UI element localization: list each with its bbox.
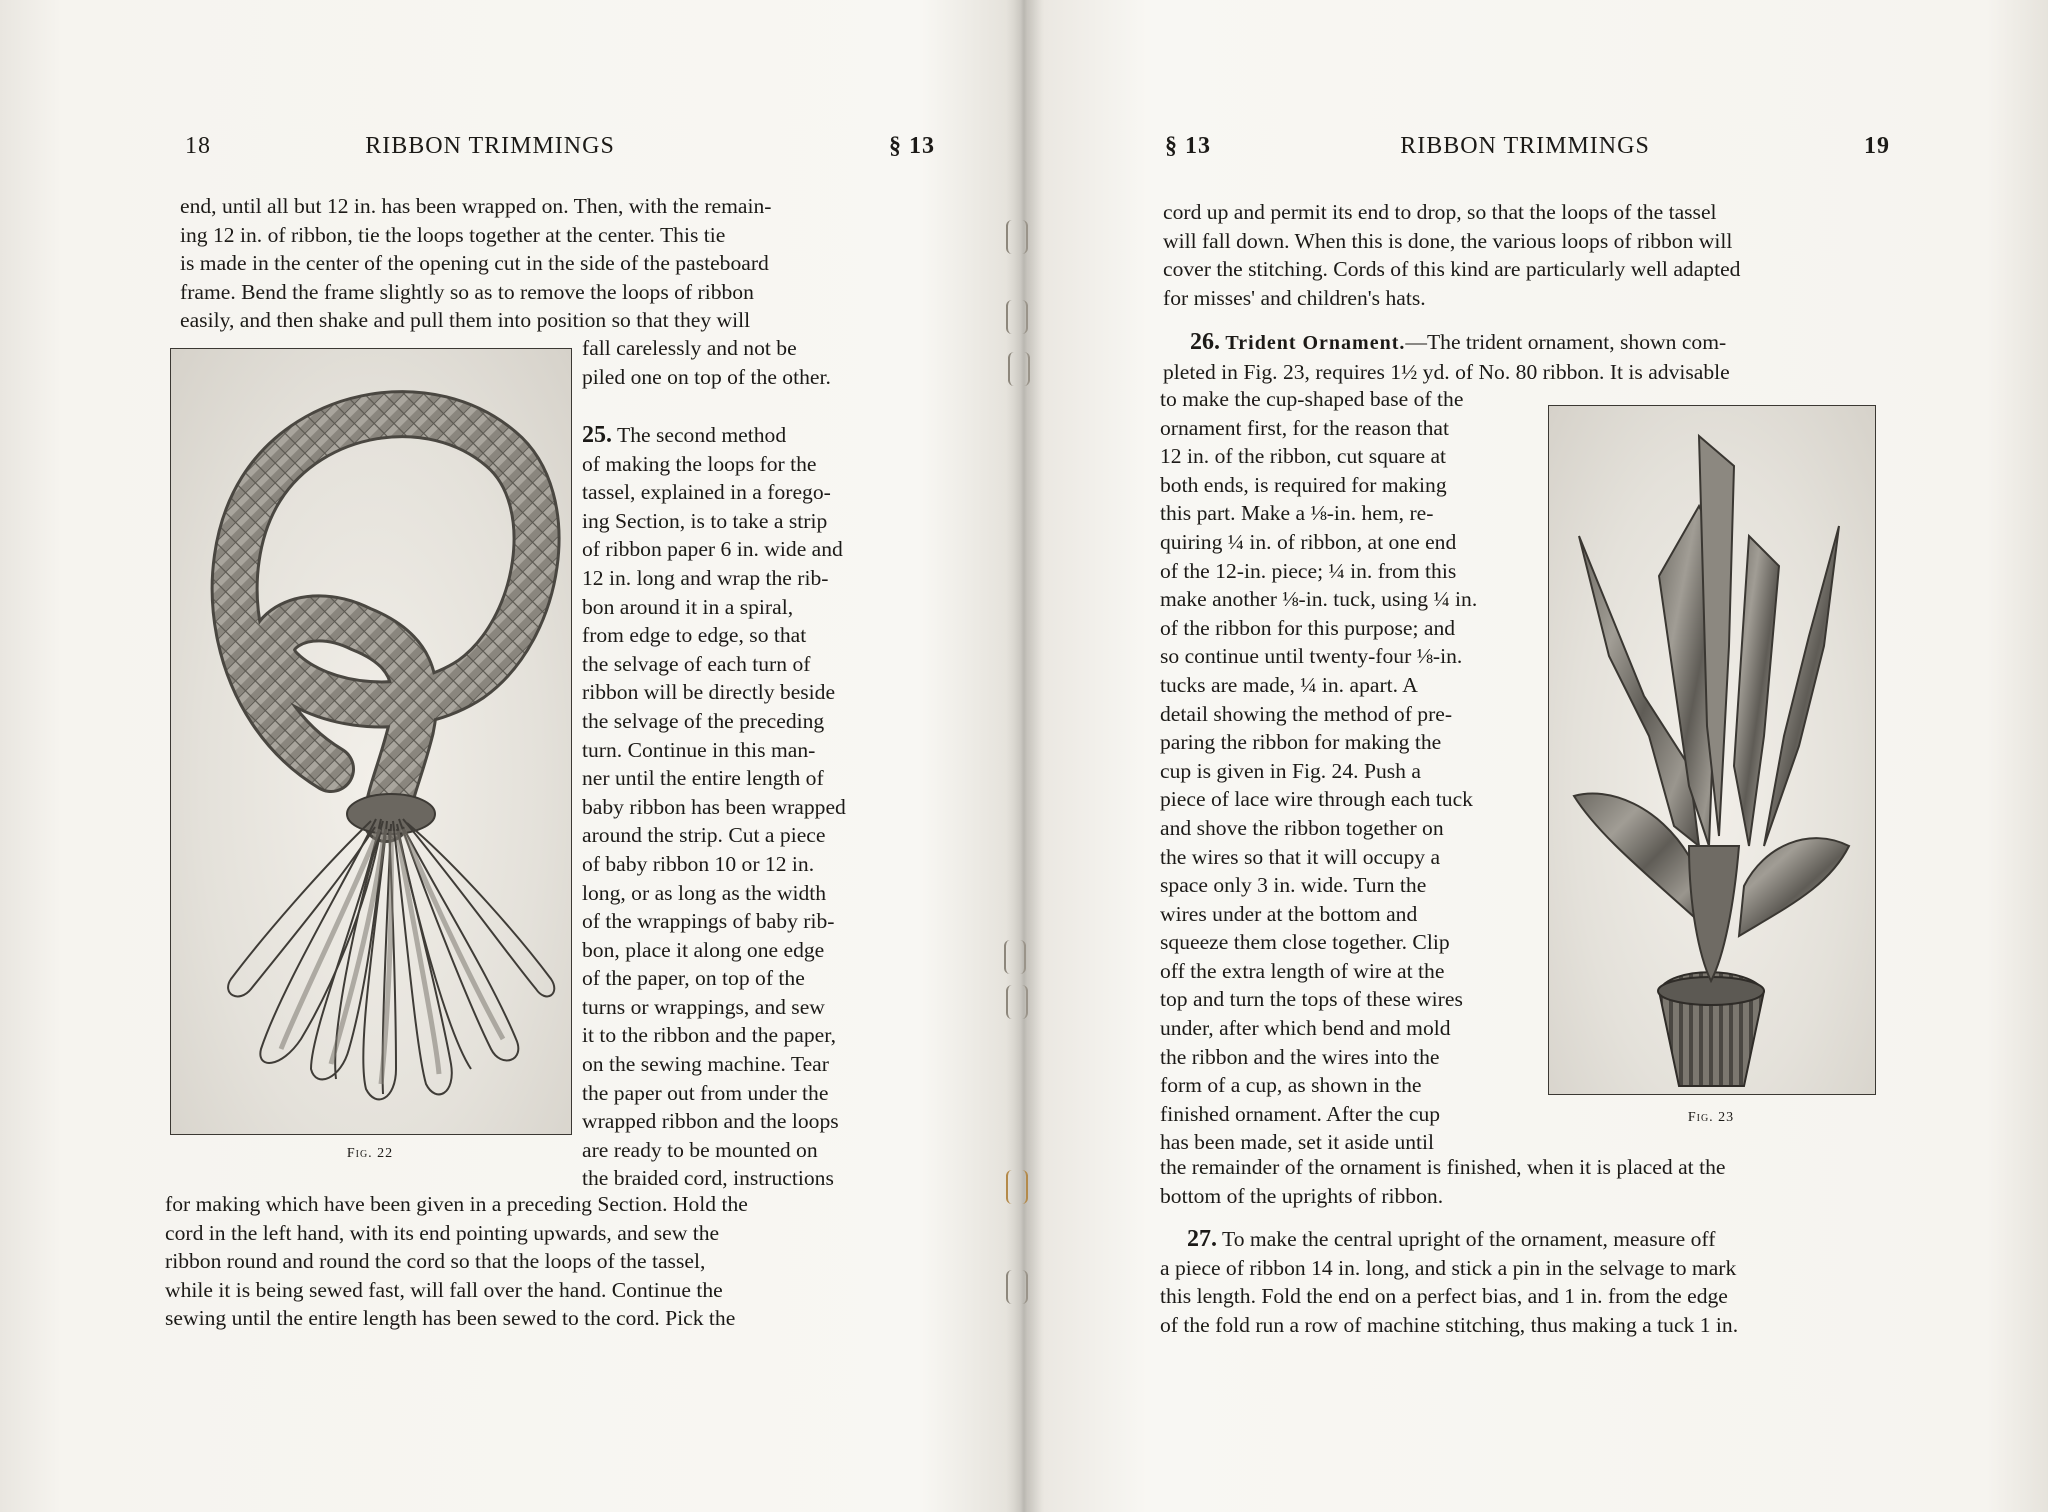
text-line: of making the loops for the: [582, 451, 817, 476]
paragraph-number: 26.: [1190, 329, 1220, 355]
text-line: ribbon will be directly beside: [582, 680, 836, 705]
right-ribbon-fold: [1739, 838, 1849, 936]
text-line: wrapped ribbon and the loops: [582, 1109, 839, 1134]
text-line: are ready to be mounted on: [582, 1137, 818, 1162]
text-line: the selvage of each turn of: [582, 651, 811, 676]
binding-stitch: [1006, 300, 1028, 334]
binding-stitch: [1006, 1170, 1028, 1204]
text-line: ribbon round and round the cord so that the loops of the tassel,: [165, 1249, 706, 1274]
running-title: RIBBON TRIMMINGS: [365, 133, 615, 159]
text-line: baby ribbon has been wrapped: [582, 794, 846, 819]
text-line: bon around it in a spiral,: [582, 594, 794, 619]
binding-stitch: [1006, 1270, 1028, 1304]
text-line: cup is given in Fig. 24. Push a: [1160, 758, 1421, 783]
paragraph-26-head: [1163, 328, 1875, 386]
left-page: [160, 0, 935, 1512]
figure-22-braided-cord-tassel: [170, 348, 572, 1135]
running-head: [1155, 133, 1890, 173]
text-line: fall carelessly and not be: [582, 336, 797, 360]
text-line: [582, 421, 895, 450]
text-line: make another ⅛-in. tuck, using ¼ in.: [1160, 587, 1478, 612]
text-line: of ribbon paper 6 in. wide and: [582, 537, 843, 562]
text-line: sewing until the entire length has been sewed to the cord. Pick the: [165, 1306, 736, 1331]
binding-stitch: [1004, 940, 1026, 974]
text-line: and shove the ribbon together on: [1160, 815, 1444, 840]
text-line: easily, and then shake and pull them into position so that they will: [180, 308, 751, 333]
paragraph-25: [582, 421, 895, 1193]
text-line: on the sewing machine. Tear: [582, 1052, 829, 1077]
text-line: will fall down. When this is done, the various loops of ribbon will: [1163, 228, 1733, 253]
text-line: form of a cup, as shown in the: [1160, 1073, 1422, 1098]
text-line: the remainder of the ornament is finished, when it is placed at the: [1160, 1155, 1726, 1179]
paragraph-26-side-text: [1160, 385, 1532, 1157]
text-line: detail showing the method of pre-: [1160, 701, 1453, 726]
text-line: 12 in. of the ribbon, cut square at: [1160, 444, 1447, 469]
text-line: cord in the left hand, with its end pointing upwards, and sew the: [165, 1220, 720, 1245]
text-line: the ribbon and the wires into the: [1160, 1044, 1440, 1069]
text-fragment: —The trident ornament, shown com-: [1405, 330, 1727, 354]
text-line: top and turn the tops of these wires: [1160, 987, 1463, 1012]
text-line: the paper out from under the: [582, 1080, 829, 1105]
text-line: a piece of ribbon 14 in. long, and stick a pin in the selvage to mark: [1160, 1255, 1737, 1280]
text-line: ornament first, for the reason that: [1160, 415, 1450, 440]
braided-cord-illustration: [171, 349, 571, 1134]
text-line: the selvage of the preceding: [582, 708, 825, 733]
paragraph-24-side-text: [582, 334, 895, 391]
text-line: of the 12-in. piece; ¼ in. from this: [1160, 558, 1457, 583]
text-line: so continue until twenty-four ⅛-in.: [1160, 644, 1463, 669]
text-line: to make the cup-shaped base of the: [1160, 387, 1464, 411]
trident-ornament-illustration: [1549, 406, 1875, 1094]
text-fragment: To make the central upright of the ornament, measure off: [1222, 1227, 1716, 1251]
text-line: bon, place it along one edge: [582, 937, 825, 962]
text-line: of the fold run a row of machine stitching, thus making a tuck 1 in.: [1160, 1312, 1739, 1337]
text-line: [1160, 1225, 1875, 1254]
text-line: has been made, set it aside until: [1160, 1130, 1435, 1155]
page-number: 18: [185, 133, 211, 159]
text-line: end, until all but 12 in. has been wrapped on. Then, with the remain-: [180, 194, 772, 218]
text-line: this length. Fold the end on a perfect bias, and 1 in. from the edge: [1160, 1284, 1728, 1309]
right-page: [1155, 0, 1890, 1512]
figure-22-caption: Fig. 22: [346, 1146, 394, 1161]
binding-stitch: [1008, 352, 1030, 386]
text-line: cord up and permit its end to drop, so that the loops of the tassel: [1163, 200, 1717, 224]
binding-stitch: [1006, 985, 1028, 1019]
text-line: turns or wrappings, and sew: [582, 994, 825, 1019]
figure-23-caption: Fig. 23: [1687, 1110, 1735, 1125]
text-line: the wires so that it will occupy a: [1160, 844, 1441, 869]
text-line: under, after which bend and mold: [1160, 1016, 1451, 1041]
text-line: [1163, 328, 1875, 358]
text-line: quiring ¼ in. of ribbon, at one end: [1160, 529, 1457, 554]
ribbon-stem: [1689, 846, 1739, 981]
paragraph-24-continuation: [180, 192, 895, 335]
text-line: frame. Bend the frame slightly so as to remove the loops of ribbon: [180, 279, 754, 304]
text-line: this part. Make a ⅛-in. hem, re-: [1160, 501, 1434, 526]
text-line: of baby ribbon 10 or 12 in.: [582, 851, 815, 876]
text-line: the braided cord, instructions: [582, 1166, 834, 1191]
text-line: finished ornament. After the cup: [1160, 1101, 1441, 1126]
text-line: ner until the entire length of: [582, 766, 824, 791]
text-line: around the strip. Cut a piece: [582, 823, 826, 848]
text-line: of the wrappings of baby rib-: [582, 909, 835, 934]
paragraph-number: 27.: [1187, 1226, 1217, 1252]
text-line: 12 in. long and wrap the rib-: [582, 565, 829, 590]
text-line: off the extra length of wire at the: [1160, 958, 1445, 983]
section-mark: § 13: [1165, 133, 1211, 159]
running-title: RIBBON TRIMMINGS: [1400, 133, 1650, 159]
text-line: for making which have been given in a preceding Section. Hold the: [165, 1192, 748, 1216]
text-line: pleted in Fig. 23, requires 1½ yd. of No. 80 ribbon. It is advisable: [1163, 359, 1730, 384]
text-line: wires under at the bottom and: [1160, 901, 1418, 926]
text-line: from edge to edge, so that: [582, 623, 807, 648]
paragraph-25-continuation: [165, 1190, 877, 1333]
text-line: both ends, is required for making: [1160, 472, 1447, 497]
text-line: while it is being sewed fast, will fall over the hand. Continue the: [165, 1277, 723, 1302]
text-line: long, or as long as the width: [582, 880, 827, 905]
figure-23-trident-ornament: [1548, 405, 1876, 1095]
text-line: is made in the center of the opening cut in the side of the pasteboard: [180, 251, 769, 276]
text-line: bottom of the uprights of ribbon.: [1160, 1183, 1444, 1208]
text-line: cover the stitching. Cords of this kind are particularly well adapted: [1163, 257, 1741, 282]
text-line: ing 12 in. of ribbon, tie the loops together at the center. This tie: [180, 222, 726, 247]
text-line: of the paper, on top of the: [582, 966, 805, 991]
text-line: paring the ribbon for making the: [1160, 730, 1442, 755]
text-line: space only 3 in. wide. Turn the: [1160, 873, 1427, 898]
text-line: squeeze them close together. Clip: [1160, 930, 1450, 955]
paragraph-25-end: [1163, 198, 1875, 312]
text-line: tucks are made, ¼ in. apart. A: [1160, 672, 1418, 697]
text-fragment: The second method: [617, 423, 787, 447]
binding-stitch: [1006, 220, 1028, 254]
text-line: it to the ribbon and the paper,: [582, 1023, 836, 1048]
paragraph-27: [1160, 1225, 1875, 1339]
text-line: turn. Continue in this man-: [582, 737, 816, 762]
text-line: tassel, explained in a forego-: [582, 480, 831, 505]
paragraph-26-end: [1160, 1153, 1875, 1210]
section-heading: Trident Ornament.: [1225, 332, 1406, 354]
text-line: for misses' and children's hats.: [1163, 285, 1426, 310]
text-line: ing Section, is to take a strip: [582, 508, 828, 533]
running-head: [160, 133, 935, 173]
paragraph-number: 25.: [582, 422, 612, 448]
text-line: piled one on top of the other.: [582, 364, 831, 389]
text-line: piece of lace wire through each tuck: [1160, 787, 1473, 812]
section-mark: § 13: [889, 133, 935, 159]
page-number: 19: [1864, 133, 1890, 159]
text-line: of the ribbon for this purpose; and: [1160, 615, 1456, 640]
